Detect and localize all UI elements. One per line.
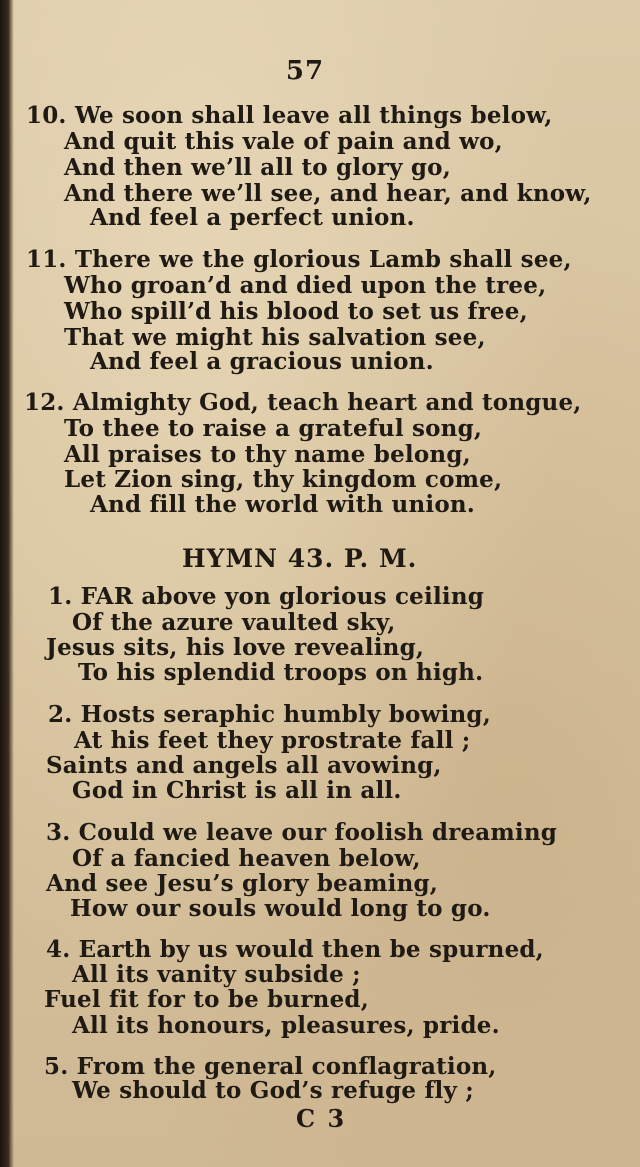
verse-11-line-5: And feel a gracious union. [90,348,434,375]
verse-12-line-4: Let Zion sing, thy kingdom come, [64,466,503,493]
hymn-verse-2-line-2: At his feet they prostrate fall ; [74,727,471,754]
hymn-verse-3-line-4: How our souls would long to go. [70,895,491,922]
signature-mark: C 3 [296,1104,347,1133]
hymn-verse-5-line-2: We should to God’s refuge fly ; [72,1077,474,1104]
verse-10-line-3: And then we’ll all to glory go, [64,154,451,181]
verse-11-line-1: 11. There we the glorious Lamb shall see, [26,246,572,273]
hymn-verse-4-line-1: 4. Earth by us would then be spurned, [46,936,544,963]
verse-10-line-4: And there we’ll see, and hear, and know, [64,180,592,207]
verse-11-line-2: Who groan’d and died upon the tree, [64,272,547,299]
verse-12-line-1: 12. Almighty God, teach heart and tongue, [24,389,582,416]
verse-10-line-1: 10. We soon shall leave all things below, [26,102,553,129]
hymn-verse-4-line-3: Fuel fit for to be burned, [44,986,369,1013]
book-spine-edge [0,0,14,1167]
hymn-verse-1-line-2: Of the azure vaulted sky, [72,609,396,636]
hymn-verse-3-line-3: And see Jesu’s glory beaming, [46,870,438,897]
hymn-verse-1-line-3: Jesus sits, his love revealing, [46,634,425,661]
hymn-verse-1-line-1: 1. FAR above yon glorious ceiling [48,583,485,610]
verse-12-line-2: To thee to raise a grateful song, [64,415,483,442]
hymn-verse-3-line-1: 3. Could we leave our foolish dreaming [46,819,558,846]
verse-12-line-3: All praises to thy name belong, [64,441,471,468]
hymn-verse-1-line-4: To his splendid troops on high. [78,659,484,686]
verse-10-line-5: And feel a perfect union. [90,204,415,231]
page-number: 57 [285,56,325,86]
hymn-verse-4-line-4: All its honours, pleasures, pride. [72,1012,500,1039]
hymn-verse-2-line-1: 2. Hosts seraphic humbly bowing, [48,701,491,728]
verse-11-line-3: Who spill’d his blood to set us free, [64,298,528,325]
hymn-title: HYMN 43. P. M. [182,544,418,573]
hymn-verse-4-line-2: All its vanity subside ; [72,961,361,988]
verse-12-line-5: And fill the world with union. [90,491,475,518]
hymn-verse-5-line-1: 5. From the general conflagration, [44,1053,497,1080]
hymn-verse-2-line-3: Saints and angels all avowing, [46,752,442,779]
verse-10-line-2: And quit this vale of pain and wo, [64,128,503,155]
hymn-verse-2-line-4: God in Christ is all in all. [72,777,402,804]
verse-11-line-4: That we might his salvation see, [64,324,486,351]
hymn-verse-3-line-2: Of a fancied heaven below, [72,845,421,872]
